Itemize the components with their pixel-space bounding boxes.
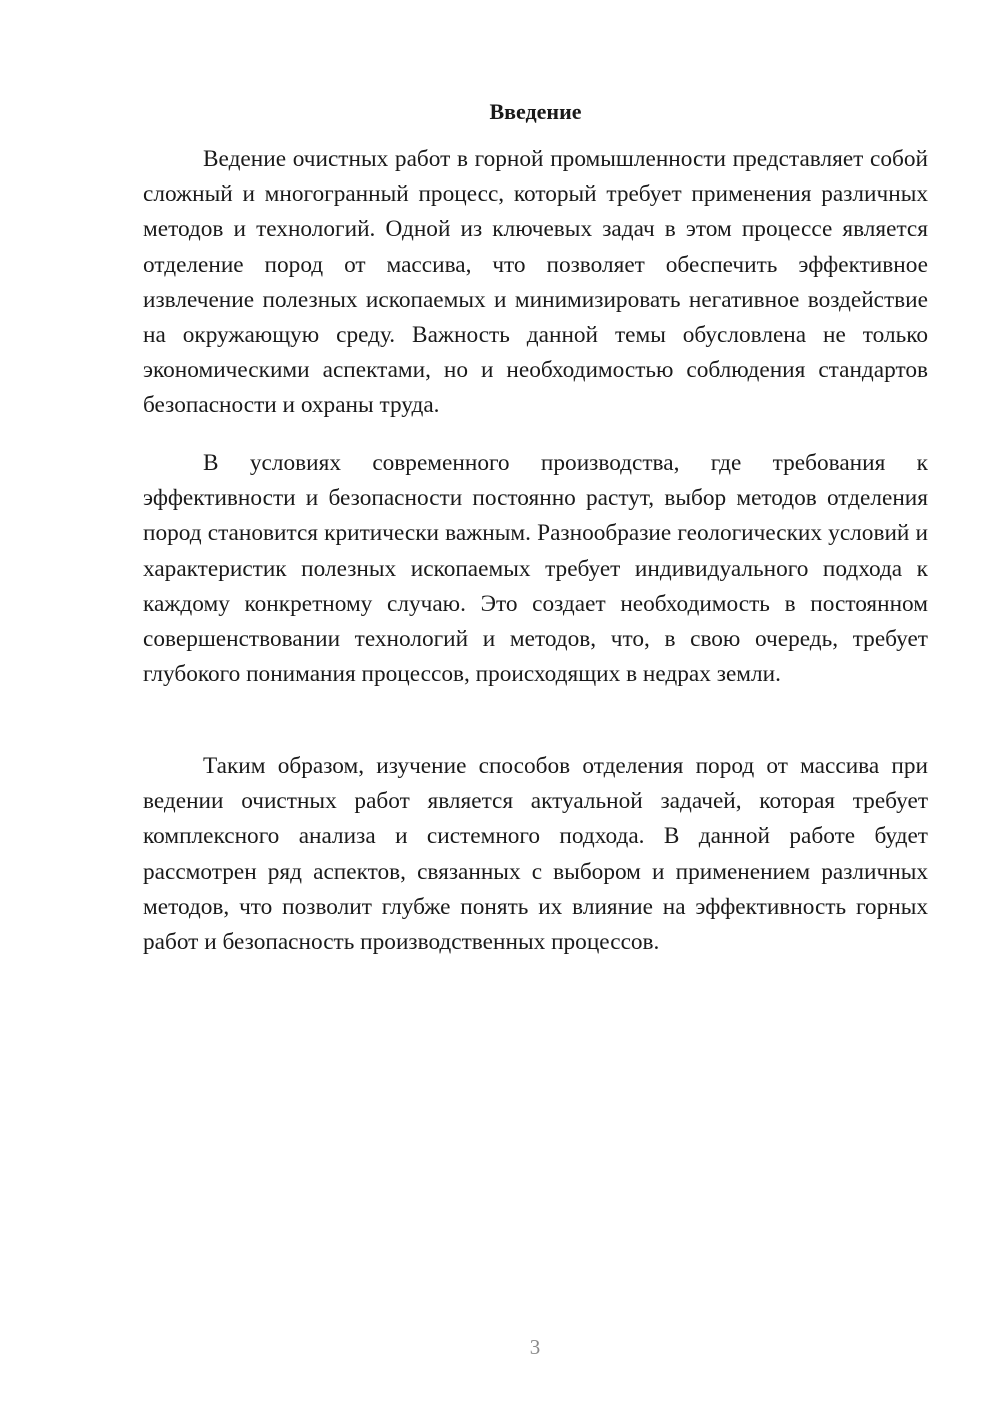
page-number: 3 <box>529 1335 541 1359</box>
paragraph-1 <box>143 142 928 424</box>
paragraph-3 <box>143 749 928 960</box>
section-heading: Введение <box>489 99 582 124</box>
paragraph-2 <box>143 446 928 692</box>
paragraph-text: Таким образом, изучение способов отделения пород от массива при ведении очистных работ является актуальной задачей, которая требует комплексного анализа и системного подхода. В данной работе будет рассмотрен ряд аспектов, связанных с выбором и применением различных методов, что позволит глубже понять их влияние на эффективность горных работ и безопасность производственных процессов. <box>143 753 928 956</box>
paragraph-text: В условиях современного производства, где требования к эффективности и безопасности постоянно растут, выбор методов отделения пород становится критически важным. Разнообразие геологических условий и характеристик полезных ископаемых требует индивидуального подхода к каждому конкретному случаю. Это создает необходимость в постоянном совершенствовании технологий и методов, что, в свою очередь, требует глубокого понимания процессов, происходящих в недрах земли. <box>143 450 928 688</box>
paragraph-text: Ведение очистных работ в горной промышленности представляет собой сложный и многогранный процесс, который требует применения различных методов и технологий. Одной из ключевых задач в этом процессе является отделение пород от массива, что позволяет обеспечить эффективное извлечение полезных ископаемых и минимизировать негативное воздействие на окружающую среду. Важность данной темы обусловлена не только экономическими аспектами, но и необходимостью соблюдения стандартов безопасности и охраны труда. <box>143 146 928 419</box>
